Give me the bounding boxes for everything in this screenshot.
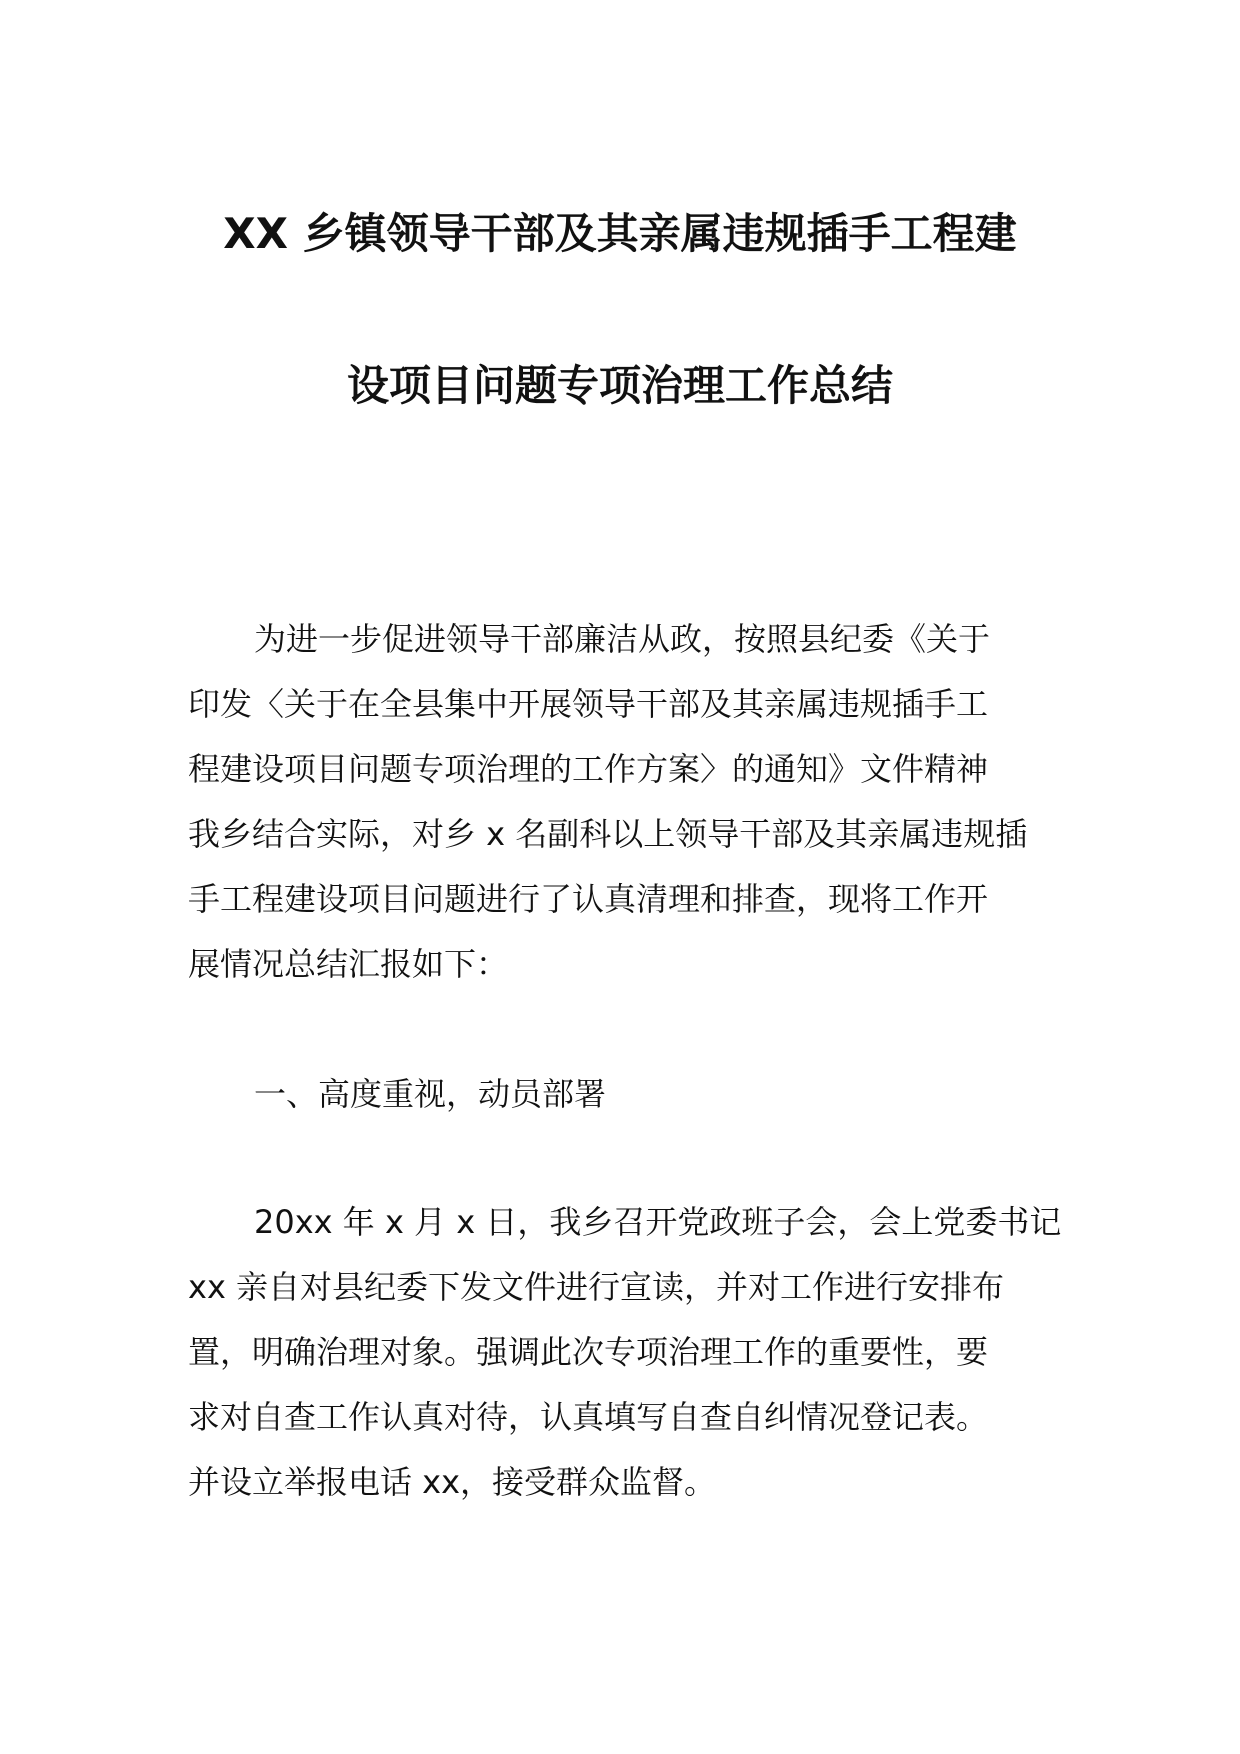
section-paragraph [188,1190,1062,1515]
section-heading [188,1062,1058,1127]
paragraph-line: xx 亲自对县纪委下发文件进行宣读，并对工作进行安排布 [188,1268,1005,1306]
document-title-line-2: 设项目问题专项治理工作总结 [346,361,893,410]
document-title-line-1: XX 乡镇领导干部及其亲属违规插手工程建 [223,209,1017,258]
intro-paragraph [188,607,1058,997]
paragraph-line: 并设立举报电话 xx，接受群众监督。 [188,1463,717,1501]
paragraph-line: 求对自查工作认真对待，认真填写自查自纠情况登记表。 [188,1398,989,1436]
paragraph-line: 手工程建设项目问题进行了认真清理和排查，现将工作开 [188,880,989,918]
paragraph-line: 置，明确治理对象。强调此次专项治理工作的重要性，要 [188,1333,989,1371]
paragraph-line: 为进一步促进领导干部廉洁从政，按照县纪委《关于 [254,620,991,658]
paragraph-line: 20xx 年 x 月 x 日，我乡召开党政班子会，会上党委书记 [254,1203,1062,1241]
paragraph-line: 印发〈关于在全县集中开展领导干部及其亲属违规插手工 [188,685,989,723]
paragraph-line: 展情况总结汇报如下： [188,945,509,983]
section-heading-text: 一、高度重视，动员部署 [254,1075,607,1113]
paragraph-line: 我乡结合实际，对乡 x 名副科以上领导干部及其亲属违规插 [188,815,1028,853]
paragraph-line: 程建设项目问题专项治理的工作方案〉的通知》文件精神 [188,750,989,788]
